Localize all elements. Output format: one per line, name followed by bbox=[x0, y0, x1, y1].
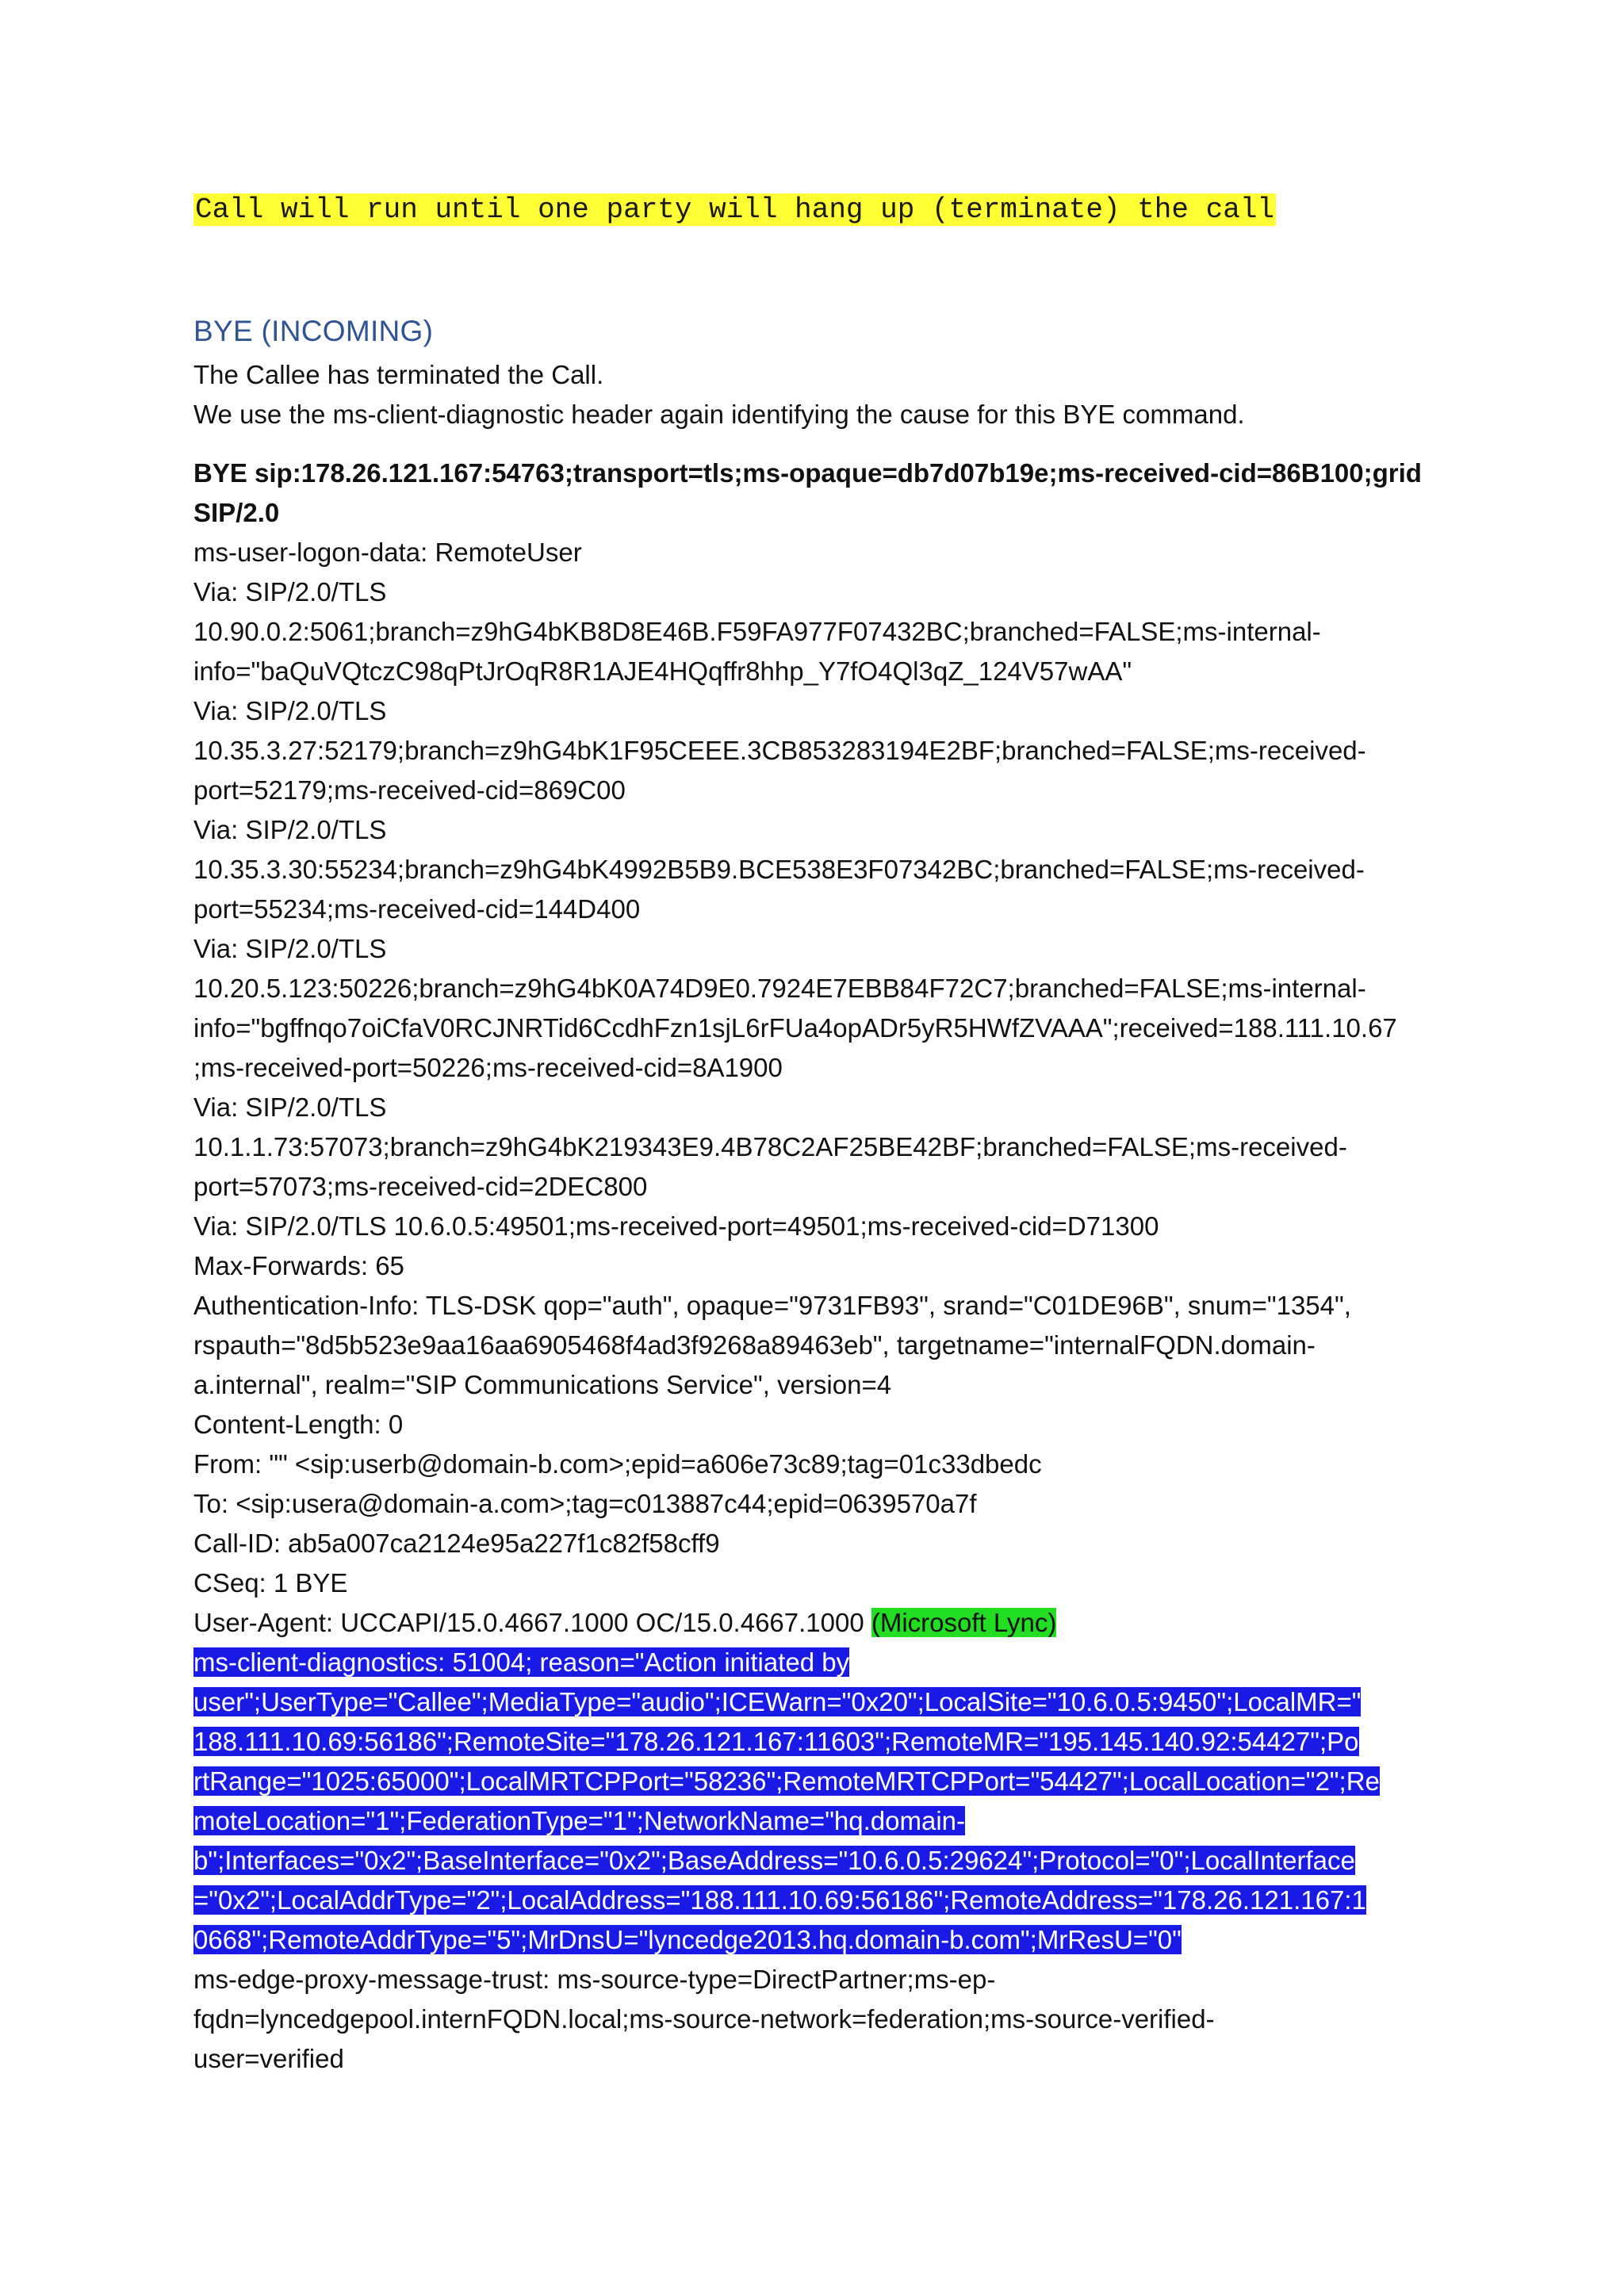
header-line: 10.35.3.27:52179;branch=z9hG4bK1F95CEEE.3CB853283194E2BF;branched=FALSE;ms-received- bbox=[193, 736, 1366, 765]
header-line: ;ms-received-port=50226;ms-received-cid=8A1900 bbox=[193, 1053, 783, 1082]
header-line: port=57073;ms-received-cid=2DEC800 bbox=[193, 1172, 648, 1201]
request-line: BYE sip:178.26.121.167:54763;transport=tls;ms-opaque=db7d07b19e;ms-received-cid=86B100;grid bbox=[193, 458, 1422, 488]
header-line: Max-Forwards: 65 bbox=[193, 1251, 404, 1280]
header-line: ms-user-logon-data: RemoteUser bbox=[193, 538, 582, 567]
user-agent-text: User-Agent: UCCAPI/15.0.4667.1000 OC/15.0.4667.1000 bbox=[193, 1608, 871, 1637]
header-line: port=55234;ms-received-cid=144D400 bbox=[193, 894, 641, 924]
section-intro bbox=[193, 355, 1245, 434]
header-line: CSeq: 1 BYE bbox=[193, 1568, 348, 1598]
header-line: Via: SIP/2.0/TLS 10.6.0.5:49501;ms-received-port=49501;ms-received-cid=D71300 bbox=[193, 1211, 1159, 1241]
diagnostics-block bbox=[193, 1643, 1438, 1960]
header-line: Via: SIP/2.0/TLS bbox=[193, 934, 387, 963]
header-line: From: "" <sip:userb@domain-b.com>;epid=a606e73c89;tag=01c33dbedc bbox=[193, 1449, 1042, 1479]
header-line: To: <sip:usera@domain-a.com>;tag=c013887c44;epid=0639570a7f bbox=[193, 1489, 977, 1518]
user-agent-line bbox=[193, 1603, 1438, 1643]
header-line: 10.35.3.30:55234;branch=z9hG4bK4992B5B9.BCE538E3F07342BC;branched=FALSE;ms-received- bbox=[193, 855, 1365, 884]
intro-line: The Callee has terminated the Call. bbox=[193, 360, 604, 389]
intro-line: We use the ms-client-diagnostic header again identifying the cause for this BYE command. bbox=[193, 400, 1245, 429]
section-heading: BYE (INCOMING) bbox=[193, 315, 434, 347]
header-block-a bbox=[193, 533, 1438, 1603]
user-agent-highlight: (Microsoft Lync) bbox=[871, 1608, 1057, 1637]
header-line: Content-Length: 0 bbox=[193, 1410, 404, 1439]
header-line: 10.1.1.73:57073;branch=z9hG4bK219343E9.4B78C2AF25BE42BF;branched=FALSE;ms-received- bbox=[193, 1132, 1347, 1161]
diagnostics-line: 188.111.10.69:56186";RemoteSite="178.26.121.167:11603";RemoteMR="195.145.140.92:54427";Po bbox=[193, 1727, 1359, 1756]
diagnostics-line: rtRange="1025:65000";LocalMRTCPPort="58236";RemoteMRTCPPort="54427";LocalLocation="2";Re bbox=[193, 1766, 1380, 1796]
header-line: rspauth="8d5b523e9aa16aa6905468f4ad3f9268a89463eb", targetname="internalFQDN.domain- bbox=[193, 1330, 1316, 1360]
diagnostics-line: b";Interfaces="0x2";BaseInterface="0x2";BaseAddress="10.6.0.5:29624";Protocol="0";LocalInterface bbox=[193, 1846, 1355, 1875]
header-line: fqdn=lyncedgepool.internFQDN.local;ms-source-network=federation;ms-source-verified- bbox=[193, 2004, 1215, 2034]
diagnostics-line: user";UserType="Callee";MediaType="audio";ICEWarn="0x20";LocalSite="10.6.0.5:9450";LocalMR=" bbox=[193, 1687, 1362, 1716]
header-line: Authentication-Info: TLS-DSK qop="auth", opaque="9731FB93", srand="C01DE96B", snum="1354", bbox=[193, 1291, 1351, 1320]
diagnostics-line: ="0x2";LocalAddrType="2";LocalAddress="188.111.10.69:56186";RemoteAddress="178.26.121.167:1 bbox=[193, 1885, 1366, 1915]
diagnostics-line: ms-client-diagnostics: 51004; reason="Action initiated by bbox=[193, 1647, 850, 1677]
header-line: user=verified bbox=[193, 2044, 344, 2073]
header-line: Call-ID: ab5a007ca2124e95a227f1c82f58cff9 bbox=[193, 1529, 720, 1558]
header-block-b bbox=[193, 1960, 1438, 2079]
diagnostics-line: moteLocation="1";FederationType="1";NetworkName="hq.domain- bbox=[193, 1806, 966, 1835]
header-line: Via: SIP/2.0/TLS bbox=[193, 815, 387, 844]
sip-message bbox=[193, 453, 1438, 2079]
header-line: a.internal", realm="SIP Communications Service", version=4 bbox=[193, 1370, 892, 1399]
header-line: 10.20.5.123:50226;branch=z9hG4bK0A74D9E0.7924E7EBB84F72C7;branched=FALSE;ms-internal- bbox=[193, 974, 1366, 1003]
note-text: Call will run until one party will hang up (terminate) the call bbox=[195, 193, 1275, 226]
highlighted-note bbox=[193, 193, 1276, 227]
header-line: info="baQuVQtczC98qPtJrOqR8R1AJE4HQqffr8hhp_Y7fO4Ql3qZ_124V57wAA" bbox=[193, 656, 1132, 686]
diagnostics-line: 0668";RemoteAddrType="5";MrDnsU="lyncedge2013.hq.domain-b.com";MrResU="0" bbox=[193, 1925, 1182, 1954]
header-line: Via: SIP/2.0/TLS bbox=[193, 1093, 387, 1122]
request-line: SIP/2.0 bbox=[193, 498, 280, 527]
header-line: port=52179;ms-received-cid=869C00 bbox=[193, 775, 626, 805]
header-line: 10.90.0.2:5061;branch=z9hG4bKB8D8E46B.F59FA977F07432BC;branched=FALSE;ms-internal- bbox=[193, 617, 1321, 646]
header-line: Via: SIP/2.0/TLS bbox=[193, 577, 387, 607]
header-line: ms-edge-proxy-message-trust: ms-source-type=DirectPartner;ms-ep- bbox=[193, 1965, 996, 1994]
header-line: Via: SIP/2.0/TLS bbox=[193, 696, 387, 725]
header-line: info="bgffnqo7oiCfaV0RCJNRTid6CcdhFzn1sjL6rFUa4opADr5yR5HWfZVAAA";received=188.111.10.67 bbox=[193, 1013, 1397, 1043]
